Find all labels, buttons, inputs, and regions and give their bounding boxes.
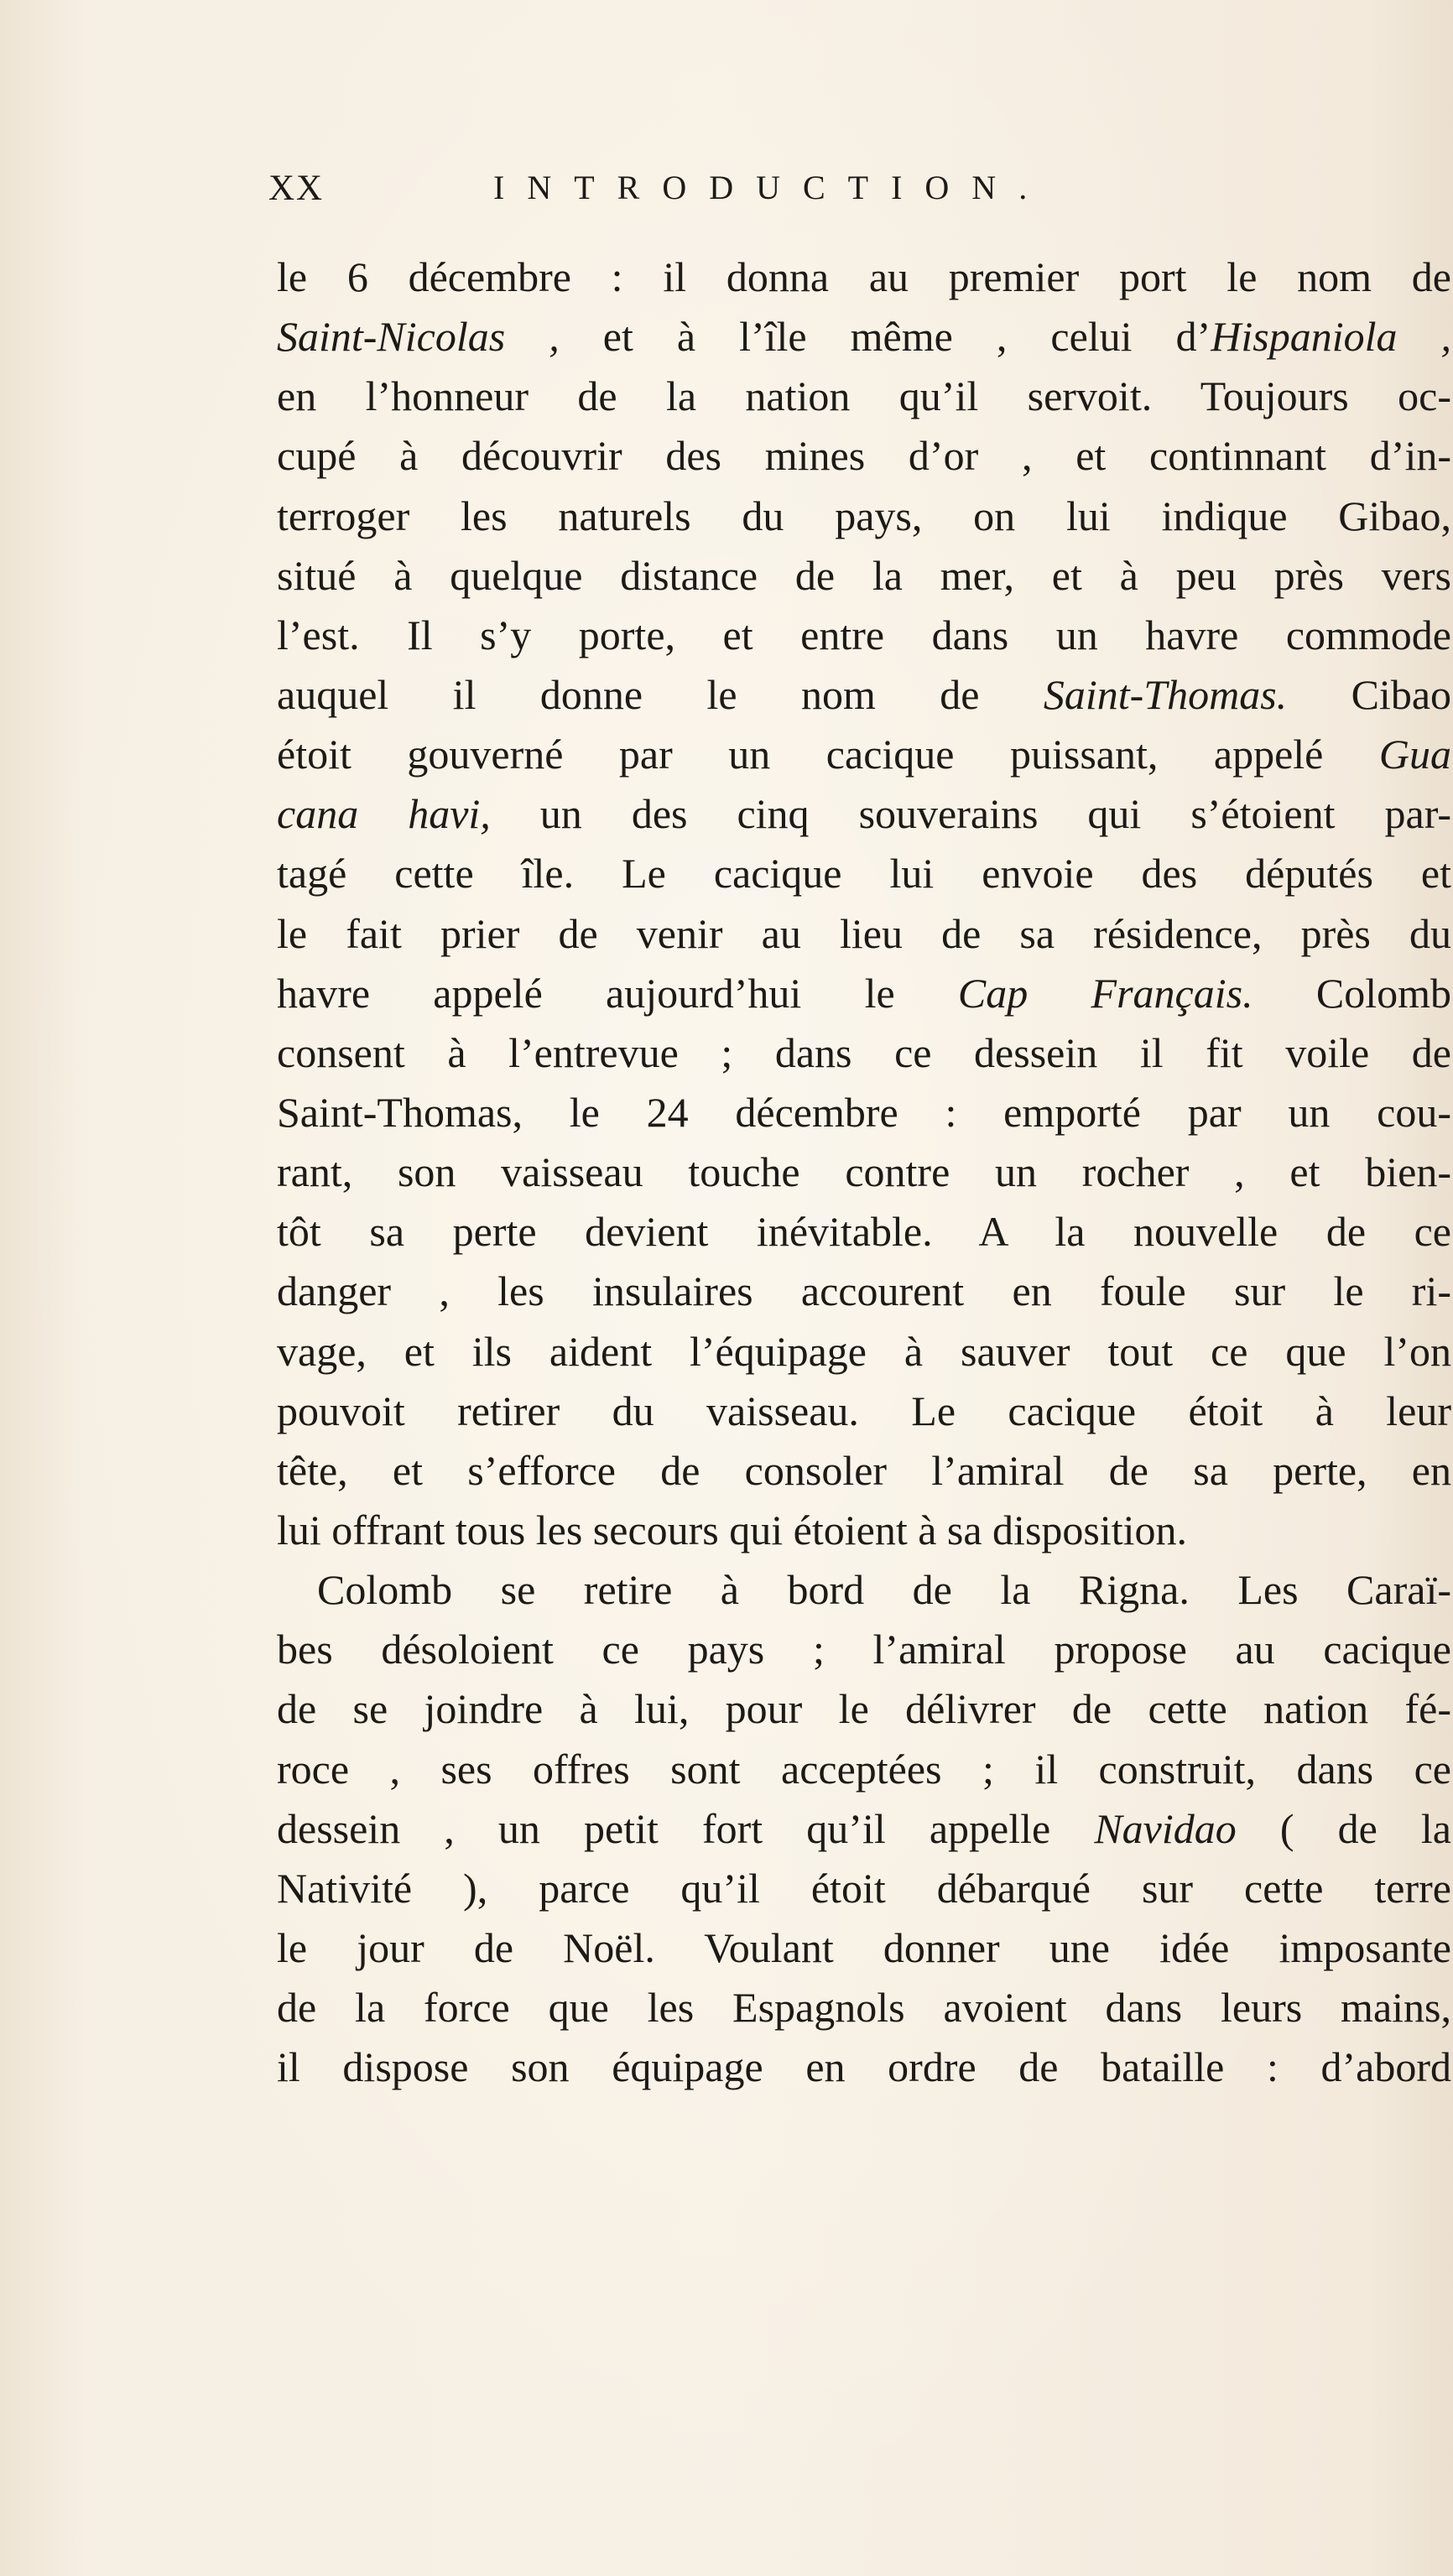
italic-text: cana havi,	[277, 790, 491, 838]
text-run: cupé à découvrir des mines d’or , et continnant d’in-	[277, 432, 1451, 480]
text-run: lui offrant tous les secours qui étoient à sa disposition.	[277, 1506, 1188, 1553]
text-line	[277, 784, 1451, 844]
page-header	[268, 168, 1451, 215]
text-run: de la force que les Espagnols avoient dans leurs mains,	[277, 1984, 1451, 2032]
text-line	[277, 606, 1451, 665]
text-run: tagé cette île. Le cacique lui envoie des députés et	[277, 850, 1451, 898]
text-line	[277, 725, 1451, 784]
text-line	[277, 1978, 1451, 2037]
italic-text: Navidao	[1094, 1804, 1237, 1852]
text-line	[277, 307, 1451, 367]
text-line	[277, 1918, 1451, 1978]
text-run: roce , ses offres sont acceptées ; il construit, dans ce	[277, 1745, 1451, 1793]
text-line	[277, 665, 1451, 725]
text-run: en l’honneur de la nation qu’il servoit. Toujours oc-	[277, 372, 1451, 420]
text-run: Cibao	[1287, 670, 1452, 718]
text-line	[277, 964, 1451, 1023]
italic-text: Saint-Nicolas ,	[277, 313, 560, 361]
text-line	[277, 1322, 1451, 1382]
text-line	[277, 1262, 1451, 1321]
text-line	[277, 1083, 1451, 1142]
italic-text: Saint-Thomas.	[1043, 670, 1288, 718]
italic-text: Cap Français.	[957, 969, 1253, 1017]
text-run: le 6 décembre : il donna au premier port le nom de	[277, 253, 1451, 300]
text-run: de se joindre à lui, pour le délivrer de cette nation fé-	[277, 1685, 1451, 1733]
text-line	[277, 1679, 1451, 1739]
text-run: dessein , un petit fort qu’il appelle	[277, 1804, 1095, 1852]
text-run: tôt sa perte devient inévitable. A la nouvelle de ce	[277, 1208, 1451, 1256]
text-run: pouvoit retirer du vaisseau. Le cacique étoit à leur	[277, 1387, 1451, 1434]
text-run: bes désoloient ce pays ; l’amiral propose au cacique	[277, 1626, 1451, 1673]
text-run: l’est. Il s’y porte, et entre dans un havre commode	[277, 611, 1451, 658]
text-run: Colomb se retire à bord de la Rigna. Les Caraï-	[317, 1566, 1451, 1614]
text-line	[277, 1382, 1451, 1441]
text-line	[277, 2037, 1451, 2097]
text-run: Nativité ), parce qu’il étoit débarqué sur cette terre	[277, 1864, 1451, 1912]
text-line	[277, 247, 1451, 307]
italic-text: Gua	[1378, 731, 1451, 778]
body-text	[277, 247, 1451, 2097]
text-run: un des cinq souverains qui s’étoient par-	[490, 790, 1451, 838]
text-run: Colomb	[1252, 969, 1451, 1017]
italic-text: Hispaniola ,	[1211, 313, 1452, 361]
text-line	[277, 1560, 1451, 1620]
text-run: terroger les naturels du pays, on lui indique Gibao,	[277, 492, 1451, 539]
text-line	[277, 1799, 1451, 1859]
text-line	[277, 1501, 1451, 1560]
text-line	[277, 1023, 1451, 1083]
text-line	[277, 1142, 1451, 1202]
text-line	[277, 487, 1451, 546]
text-run: vage, et ils aident l’équipage à sauver tout ce que l’on	[277, 1327, 1451, 1375]
text-run: tête, et s’efforce de consoler l’amiral de sa perte, en	[277, 1446, 1451, 1494]
text-line	[277, 904, 1451, 964]
text-run: et à l’île même , celui d’	[559, 313, 1211, 361]
text-run: il dispose son équipage en ordre de bataille : d’abord	[277, 2043, 1451, 2091]
text-line	[277, 426, 1451, 486]
text-run: le fait prier de venir au lieu de sa résidence, près du	[277, 909, 1451, 957]
text-run: situé à quelque distance de la mer, et à peu près vers	[277, 551, 1451, 599]
text-run: auquel il donne le nom de	[277, 670, 1044, 718]
text-line	[277, 1740, 1451, 1799]
text-line	[277, 1620, 1451, 1679]
text-run: le jour de Noël. Voulant donner une idée imposante	[277, 1923, 1451, 1971]
page-number: XX	[268, 169, 325, 208]
text-line	[277, 1859, 1451, 1918]
text-run: Saint-Thomas, le 24 décembre : emporté par un cou-	[277, 1088, 1451, 1136]
running-title: INTRODUCTION.	[493, 169, 1050, 206]
text-run: danger , les insulaires accourent en foule sur le ri-	[277, 1267, 1451, 1315]
text-line	[277, 546, 1451, 606]
text-run: étoit gouverné par un cacique puissant, appelé	[277, 731, 1379, 778]
text-run: consent à l’entrevue ; dans ce dessein il fit voile de	[277, 1028, 1451, 1076]
text-line	[277, 844, 1451, 903]
text-line	[277, 1441, 1451, 1501]
text-run: havre appelé aujourd’hui le	[277, 969, 958, 1017]
text-line	[277, 1202, 1451, 1262]
text-line	[277, 367, 1451, 426]
text-run: rant, son vaisseau touche contre un rocher , et bien-	[277, 1148, 1451, 1196]
text-run: ( de la	[1236, 1804, 1452, 1852]
